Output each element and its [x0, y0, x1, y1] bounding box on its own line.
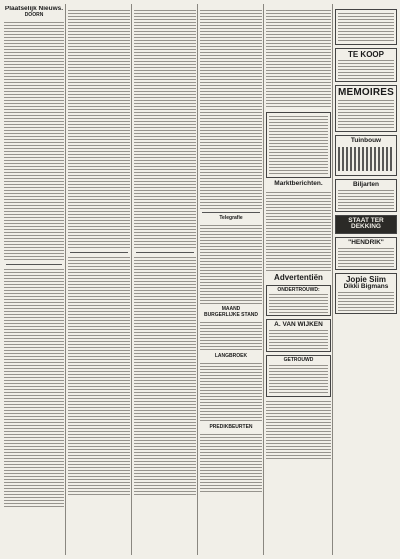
- column-1: [4, 6, 64, 554]
- section-heading: Advertentiën: [274, 272, 323, 282]
- article-text: [266, 191, 331, 271]
- section-heading: PREDIKBEURTEN: [209, 424, 253, 430]
- column-divider: [263, 4, 264, 555]
- section-subhead: DOORN: [24, 11, 44, 18]
- column-6: [335, 6, 397, 554]
- ad-block: Tuinbouw: [335, 135, 397, 176]
- article-text: [68, 256, 130, 496]
- article-text: [266, 9, 331, 109]
- article-text: [200, 224, 262, 304]
- column-4: [200, 6, 262, 554]
- article-text: [4, 21, 64, 261]
- ad-block: STAAT TER DEKKING: [335, 215, 397, 235]
- column-2: [68, 6, 130, 554]
- ad-block: [335, 9, 397, 45]
- section-heading: Marktberichten.: [274, 180, 323, 187]
- column-5: [266, 6, 331, 554]
- article-text: [200, 321, 262, 351]
- column-divider: [65, 4, 66, 555]
- column-3: [134, 6, 196, 554]
- ad-block: MEMOIRES: [335, 85, 397, 132]
- column-divider: [197, 4, 198, 555]
- ad-block: A. VAN WIJKEN: [266, 319, 331, 352]
- article-text: [266, 400, 331, 460]
- column-divider: [332, 4, 333, 555]
- section-title: Plaatselijk Nieuws.: [4, 6, 64, 12]
- article-text: [200, 362, 262, 422]
- article-text: [200, 9, 262, 209]
- article-text: [134, 256, 196, 496]
- ad-block: TE KOOP: [335, 48, 397, 82]
- ad-block: GETROUWD: [266, 355, 331, 396]
- ad-block: [266, 112, 331, 178]
- article-text: [200, 433, 262, 493]
- section-heading: BURGERLIJKE STAND: [203, 311, 259, 318]
- article-text: [4, 268, 64, 508]
- section-heading: MAAND: [221, 306, 241, 313]
- ad-block: Biljarten: [335, 179, 397, 212]
- ad-block: "HENDRIK": [335, 237, 397, 270]
- ad-block: ONDERTROUWD:: [266, 285, 331, 316]
- ad-block: Jopie Siim Dikki Bigmans: [335, 273, 397, 314]
- section-heading: LANGBROEK: [214, 352, 248, 359]
- ad-illustration: [338, 147, 394, 171]
- column-divider: [131, 4, 132, 555]
- article-text: [134, 9, 196, 249]
- article-text: [68, 9, 130, 249]
- section-heading: Telegrafie: [219, 215, 243, 221]
